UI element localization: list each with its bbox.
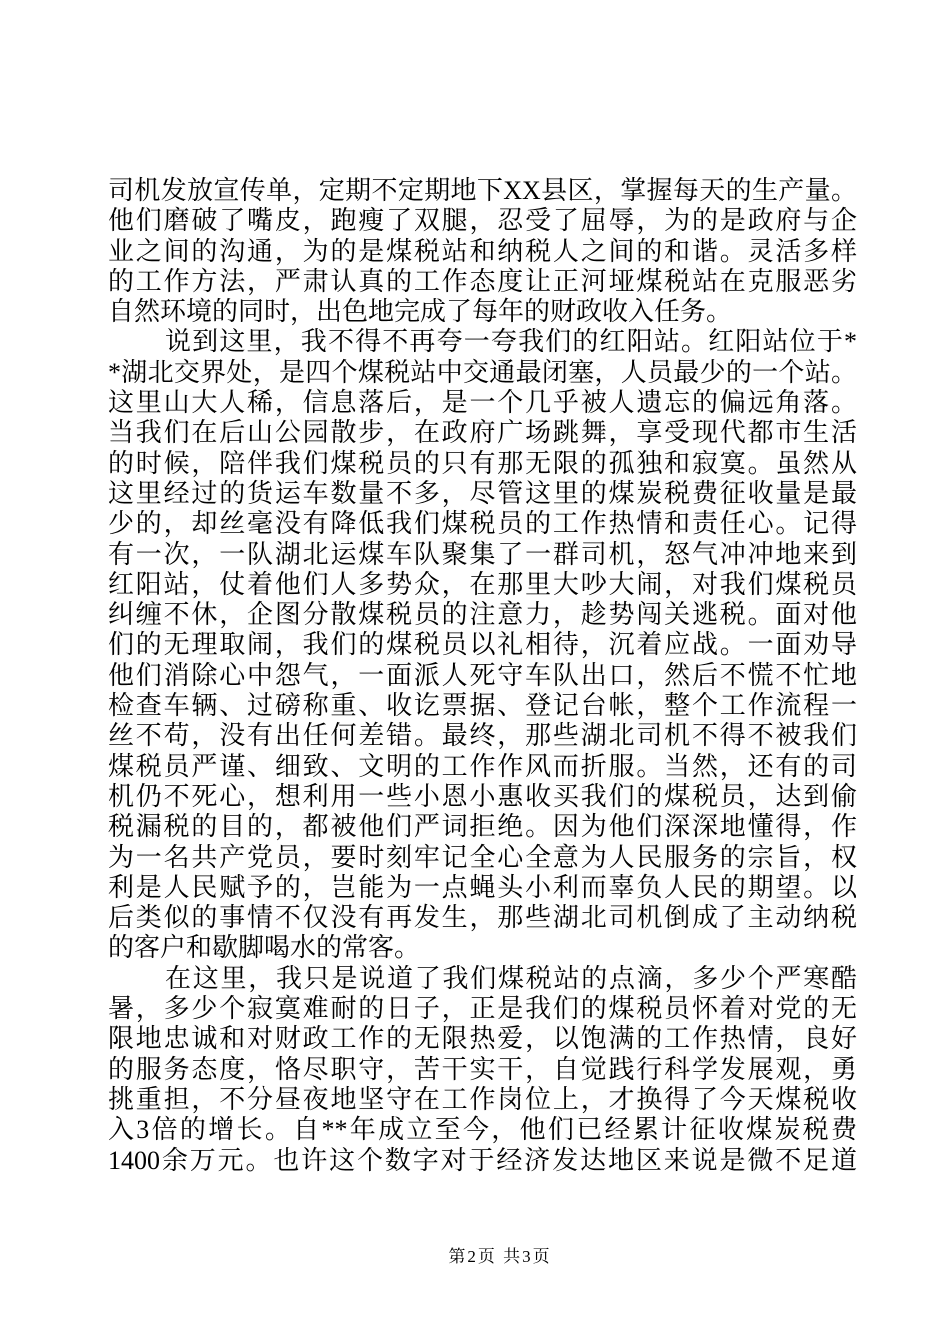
text-line: 的时候，陪伴我们煤税员的只有那无限的孤独和寂寞。虽然从 [108, 448, 857, 478]
text-line: 当我们在后山公园散步，在政府广场跳舞，享受现代都市生活 [108, 418, 857, 448]
text-line: 煤税员严谨、细致、文明的工作作风而折服。当然，还有的司 [108, 751, 857, 781]
text-line: 限地忠诚和对财政工作的无限热爱，以饱满的工作热情，良好 [108, 1024, 857, 1054]
text-line: 业之间的沟通，为的是煤税站和纳税人之间的和谐。灵活多样 [108, 236, 857, 266]
text-line: 税漏税的目的，都被他们严词拒绝。因为他们深深地懂得，作 [108, 812, 857, 842]
text-line: 的工作方法，严肃认真的工作态度让正河垭煤税站在克服恶劣 [108, 266, 857, 296]
text-line: 这里经过的货运车数量不多，尽管这里的煤炭税费征收量是最 [108, 478, 857, 508]
text-line: 机仍不死心，想利用一些小恩小惠收买我们的煤税员，达到偷 [108, 781, 857, 811]
text-line: 纠缠不休，企图分散煤税员的注意力，趁势闯关逃税。面对他 [108, 600, 857, 630]
text-line: 他们磨破了嘴皮，跑瘦了双腿，忍受了屈辱，为的是政府与企 [108, 206, 857, 236]
text-line: 自然环境的同时，出色地完成了每年的财政收入任务。 [108, 297, 733, 327]
text-line: *湖北交界处，是四个煤税站中交通最闭塞，人员最少的一个站。 [108, 357, 857, 387]
text-line: 利是人民赋予的，岂能为一点蝇头小利而辜负人民的期望。以 [108, 872, 857, 902]
text-line: 的客户和歇脚喝水的常客。 [108, 933, 421, 963]
text-line: 红阳站，仗着他们人多势众，在那里大吵大闹，对我们煤税员 [108, 569, 857, 599]
text-line: 在这里，我只是说道了我们煤税站的点滴，多少个严寒酷 [165, 963, 857, 993]
text-line: 1400余万元。也许这个数字对于经济发达地区来说是微不足道 [108, 1145, 857, 1175]
text-line: 少的，却丝毫没有降低我们煤税员的工作热情和责任心。记得 [108, 509, 857, 539]
text-line: 司机发放宣传单，定期不定期地下XX县区，掌握每天的生产量。 [108, 176, 857, 205]
text-line: 的服务态度，恪尽职守，苦干实干，自觉践行科学发展观，勇 [108, 1054, 857, 1084]
document-text-block [108, 176, 857, 1176]
text-line: 有一次，一队湖北运煤车队聚集了一群司机，怒气冲冲地来到 [108, 539, 857, 569]
text-line: 们的无理取闹，我们的煤税员以礼相待，沉着应战。一面劝导 [108, 630, 857, 660]
text-line: 挑重担，不分昼夜地坚守在工作岗位上，才换得了今天煤税收 [108, 1084, 857, 1114]
text-line: 为一名共产党员，要时刻牢记全心全意为人民服务的宗旨，权 [108, 842, 857, 872]
text-line: 这里山大人稀，信息落后，是一个几乎被人遗忘的偏远角落。 [108, 388, 857, 418]
page-footer: 第2页 共3页 [448, 1247, 552, 1266]
text-line: 检查车辆、过磅称重、收讫票据、登记台帐，整个工作流程一 [108, 691, 857, 721]
text-line: 后类似的事情不仅没有再发生，那些湖北司机倒成了主动纳税 [108, 903, 857, 933]
text-line: 暑，多少个寂寞难耐的日子，正是我们的煤税员怀着对党的无 [108, 994, 857, 1024]
text-line: 说到这里，我不得不再夸一夸我们的红阳站。红阳站位于* [165, 327, 857, 357]
text-line: 他们消除心中怨气，一面派人死守车队出口，然后不慌不忙地 [108, 660, 857, 690]
text-line: 丝不苟，没有出任何差错。最终，那些湖北司机不得不被我们 [108, 721, 857, 751]
text-line: 入3倍的增长。自**年成立至今，他们已经累计征收煤炭税费 [108, 1115, 857, 1145]
